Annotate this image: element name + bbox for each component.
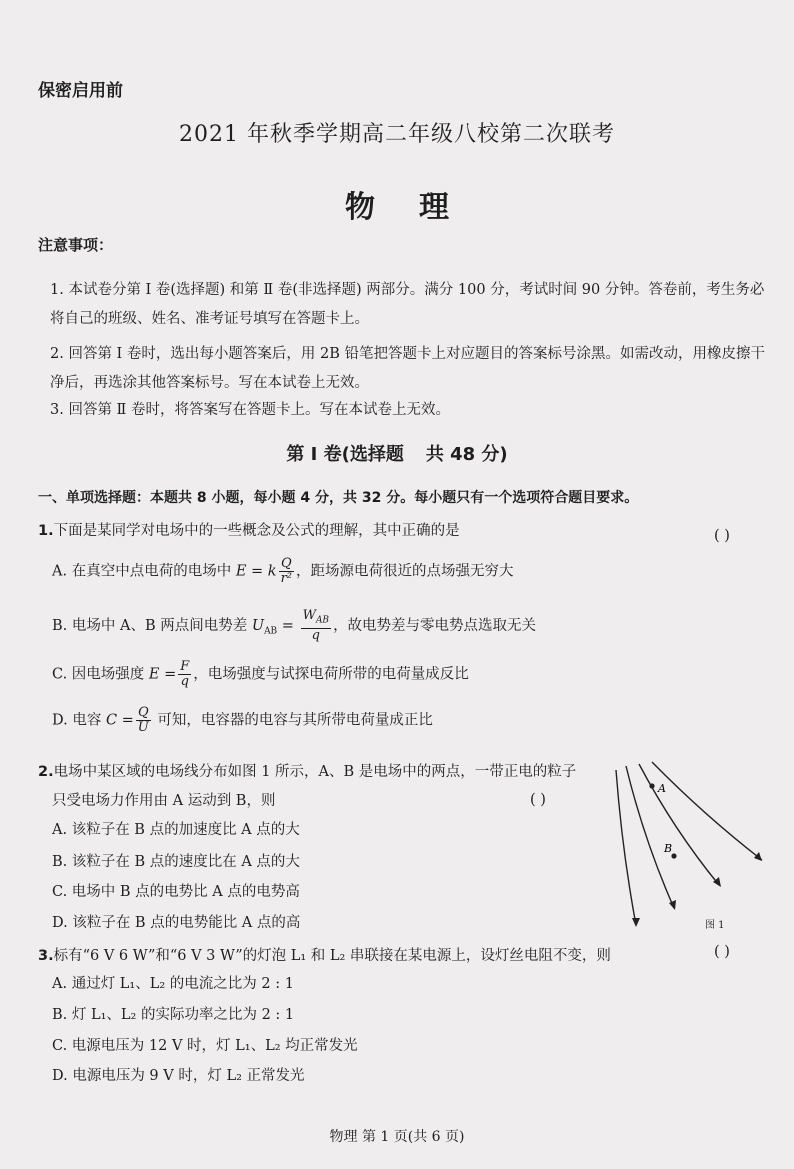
q3-option-c[interactable]: C. 电源电压为 12 V 时，灯 L₁、L₂ 均正常发光: [52, 1038, 358, 1054]
q2-stem: [38, 760, 576, 781]
q2-answer-paren: ( ): [530, 792, 546, 808]
q1-stem: [38, 519, 460, 540]
arrow-2: [669, 900, 676, 910]
q2-option-c[interactable]: C. 电场中 B 点的电势比 A 点的电势高: [52, 884, 300, 900]
figure-1-caption: 图 1: [705, 920, 725, 931]
q1-number: 1.: [38, 523, 54, 539]
q2-option-d[interactable]: D. 该粒子在 B 点的电势能比 A 点的高: [52, 915, 301, 931]
q1-d-text: D. 电容: [52, 712, 106, 729]
q1-d-fraction: [136, 706, 151, 735]
q2-option-a[interactable]: A. 该粒子在 B 点的加速度比 A 点的大: [52, 822, 300, 838]
q3-option-a[interactable]: A. 通过灯 L₁、L₂ 的电流之比为 2 : 1: [52, 976, 294, 992]
confidential-label: 保密启用前: [38, 81, 123, 101]
q1-option-c[interactable]: [52, 660, 469, 689]
q1-answer-paren: ( ): [714, 528, 730, 544]
q1-d-num: Q: [137, 705, 149, 720]
q1-d-text2: 可知，电容器的电容与其所带电荷量成正比: [152, 712, 433, 729]
q3-stem: [38, 944, 611, 965]
q1-option-a[interactable]: [52, 557, 514, 586]
q1-a-num: Q: [280, 556, 292, 571]
q1-b-num: $W_{AB}$: [301, 609, 332, 629]
q1-b-den: q: [311, 627, 320, 643]
q1-a-fraction: [279, 557, 294, 586]
q1-a-den: r²: [280, 571, 292, 586]
part-heading: 一、单项选择题：本题共 8 小题，每小题 4 分，共 32 分。每小题只有一个选项符合题目要求。: [38, 490, 639, 506]
q3-number: 3.: [38, 948, 54, 964]
q1-option-d[interactable]: [52, 706, 433, 735]
q3-option-d[interactable]: D. 电源电压为 9 V 时，灯 L₂ 正常发光: [52, 1068, 305, 1084]
q1-b-text2: ，故电势差与零电势点选取无关: [333, 617, 537, 634]
q1-c-num: F: [180, 659, 190, 674]
point-b-dot: [671, 853, 676, 858]
q1-a-text: A. 在真空中点电荷的电场中: [52, 563, 236, 580]
q2-stem-text-1: 电场中某区域的电场线分布如图 1 所示，A、B 是电场中的两点，一带正电的粒子: [53, 764, 577, 780]
notice-title: 注意事项：: [38, 236, 114, 254]
q1-b-fraction: [301, 609, 332, 643]
q1-c-den: q: [180, 674, 189, 689]
notice-item-1: 1. 本试卷分第 Ⅰ 卷(选择题) 和第 Ⅱ 卷(非选择题) 两部分。满分 100 分，考试时间 90 分钟。答卷前，考生务必将自己的班级、姓名、准考证号填写在答题卡上。: [50, 282, 765, 327]
q2-option-b[interactable]: B. 该粒子在 B 点的速度比在 A 点的大: [52, 854, 300, 870]
q2-stem-line2: 只受电场力作用由 A 运动到 B，则: [52, 793, 276, 809]
point-a-label: A: [658, 782, 666, 795]
point-b-label: B: [664, 842, 673, 855]
notice-item-2: 2. 回答第 Ⅰ 卷时，选出每小题答案后，用 2B 铅笔把答题卡上对应题目的答案标号涂黑。如需改动，用橡皮擦干净后，再选涂其他答案标号。写在本试卷上无效。: [50, 346, 765, 391]
point-a-dot: [649, 783, 654, 788]
q1-a-eq: E = k: [235, 563, 277, 580]
q2-number: 2.: [38, 764, 54, 780]
q1-d-eq: C =: [105, 712, 134, 729]
notice-item-3: 3. 回答第 Ⅱ 卷时，将答案写在答题卡上。写在本试卷上无效。: [50, 402, 451, 418]
field-line-3: [639, 764, 719, 885]
q3-stem-text: 标有“6 V 6 W”和“6 V 3 W”的灯泡 L₁ 和 L₂ 串联接在某电源上，设灯丝电阻不变，则: [53, 948, 611, 964]
arrow-4: [754, 852, 762, 861]
q1-c-text: C. 因电场强度: [52, 666, 149, 683]
q1-c-text2: ，电场强度与试探电荷所带的电荷量成反比: [193, 666, 469, 683]
q1-d-den: U: [137, 720, 149, 735]
section-title-left: 第 Ⅰ 卷(选择题: [286, 444, 404, 465]
arrow-1: [632, 918, 640, 927]
q1-b-eq: U: [251, 617, 265, 634]
q1-a-text2: ，距场源电荷很近的点场强无穷大: [296, 563, 514, 580]
exam-title: 2021 年秋季学期高二年级八校第二次联考: [179, 122, 615, 147]
q1-c-eq: E =: [148, 666, 177, 683]
q1-stem-text: 下面是某同学对电场中的一些概念及公式的理解，其中正确的是: [53, 523, 460, 539]
q1-option-b[interactable]: [52, 609, 536, 643]
q1-c-fraction: [178, 660, 191, 689]
section-title-right: 共 48 分): [425, 444, 508, 465]
q3-answer-paren: ( ): [714, 944, 730, 960]
subject-title: 物理: [345, 190, 493, 225]
figure-1-electric-field-lines: [594, 760, 764, 930]
q1-b-text: B. 电场中 A、B 两点间电势差: [52, 617, 252, 634]
q1-b-equals: =: [277, 617, 299, 634]
q1-b-sub: AB: [264, 626, 278, 637]
q1-b-num-sub: AB: [315, 615, 330, 626]
q3-option-b[interactable]: B. 灯 L₁、L₂ 的实际功率之比为 2 : 1: [52, 1007, 295, 1023]
page-footer: 物理 第 1 页(共 6 页): [329, 1129, 465, 1145]
section-title: [0, 440, 794, 466]
